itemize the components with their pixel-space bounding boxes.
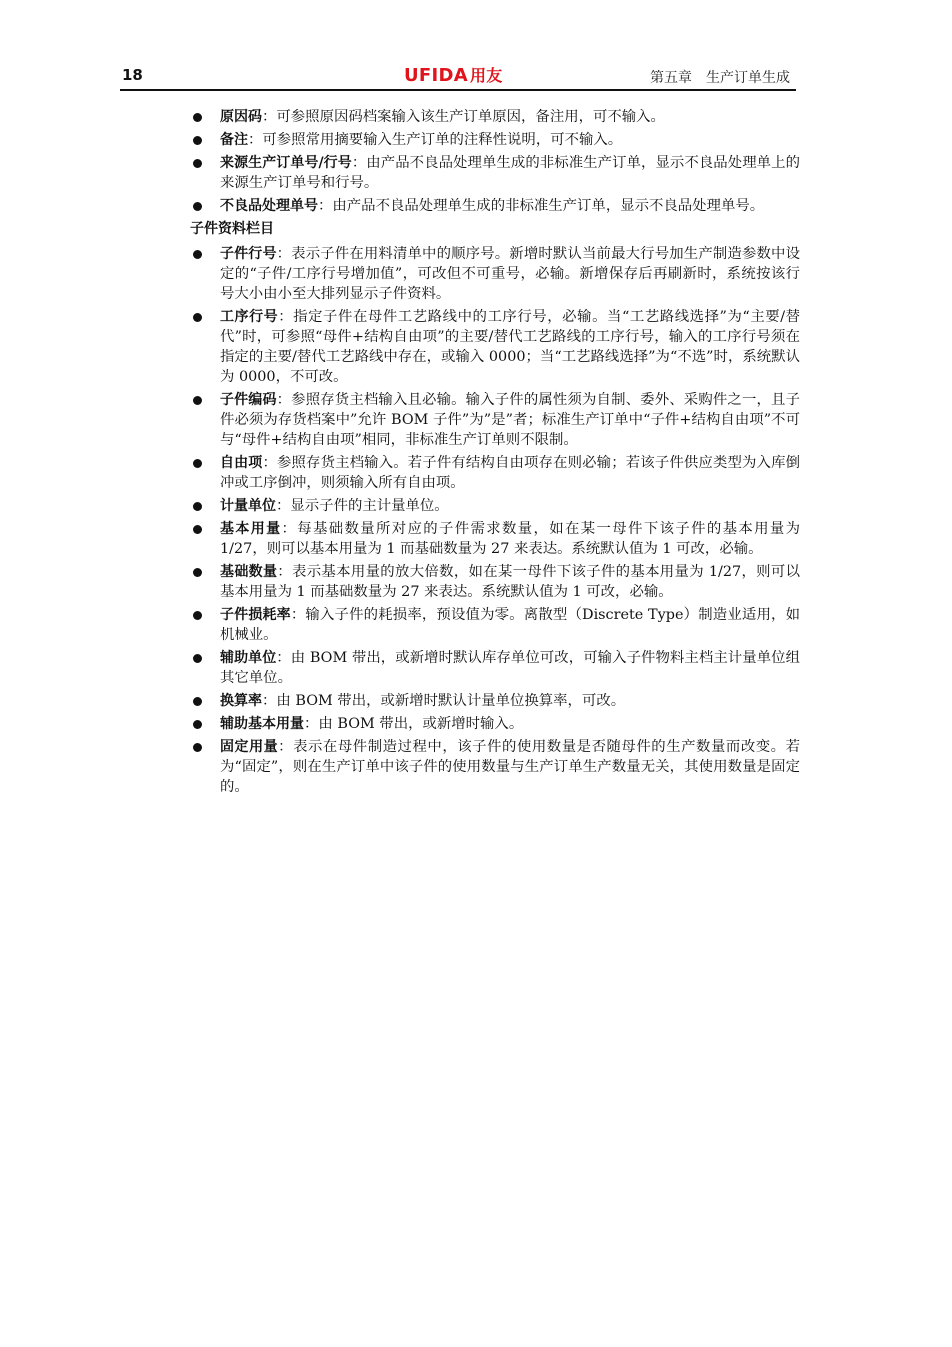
bullet-icon bbox=[193, 697, 202, 706]
item-term: 固定用量 bbox=[220, 739, 279, 755]
item-desc: ：由 BOM 带出，或新增时默认库存单位可改，可输入子件物料主档主计量单位组其它单位。 bbox=[220, 650, 801, 686]
bullet-icon bbox=[193, 136, 202, 145]
bullet-icon bbox=[193, 502, 202, 511]
list-item bbox=[190, 605, 800, 645]
bullet-icon bbox=[193, 313, 202, 322]
item-term: 自由项 bbox=[220, 455, 263, 471]
list-item bbox=[190, 648, 800, 688]
item-term: 基本用量 bbox=[220, 521, 282, 537]
list-item bbox=[190, 691, 800, 711]
list-item bbox=[190, 130, 800, 150]
list-item bbox=[190, 562, 800, 602]
item-desc: ：由 BOM 带出，或新增时输入。 bbox=[304, 716, 524, 732]
item-desc: ：由 BOM 带出，或新增时默认计量单位换算率，可改。 bbox=[262, 693, 626, 709]
item-term: 备注 bbox=[220, 132, 248, 148]
bullet-icon bbox=[193, 720, 202, 729]
list-item bbox=[190, 453, 800, 493]
chapter-title: 第五章 生产订单生成 bbox=[650, 70, 790, 86]
bullet-icon bbox=[193, 459, 202, 468]
bullet-icon bbox=[193, 250, 202, 259]
item-desc: ：可参照原因码档案输入该生产订单原因，备注用，可不输入。 bbox=[262, 109, 665, 125]
page-content bbox=[190, 107, 800, 800]
item-desc: ：由产品不良品处理单生成的非标准生产订单，显示不良品处理单号。 bbox=[318, 198, 765, 214]
list-item bbox=[190, 714, 800, 734]
list-item bbox=[190, 307, 800, 387]
list-item bbox=[190, 737, 800, 797]
item-term: 来源生产订单号/行号 bbox=[220, 155, 352, 171]
item-term: 子件行号 bbox=[220, 246, 277, 262]
list-item bbox=[190, 244, 800, 304]
item-term: 换算率 bbox=[220, 693, 262, 709]
bullet-icon bbox=[193, 159, 202, 168]
list-item bbox=[190, 390, 800, 450]
page-number: 18 bbox=[122, 66, 143, 84]
item-desc: ：每基础数量所对应的子件需求数量，如在某一母件下该子件的基本用量为 1/27，则可以基本用量为 1 而基础数量为 27 来表达。系统默认值为 1 可改，必输。 bbox=[220, 521, 801, 557]
list-item bbox=[190, 496, 800, 516]
component-list bbox=[190, 244, 800, 797]
item-desc: ：表示基本用量的放大倍数，如在某一母件下该子件的基本用量为 1/27，则可以基本用量为 1 而基础数量为 27 来表达。系统默认值为 1 可改，必输。 bbox=[220, 564, 800, 600]
list-item bbox=[190, 107, 800, 127]
item-term: 工序行号 bbox=[220, 309, 279, 325]
item-desc: ：表示子件在用料清单中的顺序号。新增时默认当前最大行号加生产制造参数中设定的“子件/工序行号增加值”，可改但不可重号，必输。新增保存后再刷新时，系统按该行号大小由小至大排列显示子件资料。 bbox=[220, 246, 800, 302]
bullet-icon bbox=[193, 743, 202, 752]
item-term: 辅助单位 bbox=[220, 650, 277, 666]
list-item bbox=[190, 153, 800, 193]
bullet-icon bbox=[193, 525, 202, 534]
list-item bbox=[190, 196, 800, 216]
item-term: 子件编码 bbox=[220, 392, 277, 408]
item-term: 辅助基本用量 bbox=[220, 716, 304, 732]
item-term: 不良品处理单号 bbox=[220, 198, 318, 214]
section-title: 子件资料栏目 bbox=[190, 221, 274, 237]
list-item bbox=[190, 519, 800, 559]
logo-cn-text: 用友 bbox=[469, 66, 503, 85]
item-term: 基础数量 bbox=[220, 564, 278, 580]
item-desc: ：输入子件的耗损率，预设值为零。离散型（Discrete Type）制造业适用，如机械业。 bbox=[220, 607, 800, 643]
bullet-icon bbox=[193, 568, 202, 577]
intro-list bbox=[190, 107, 800, 216]
item-term: 计量单位 bbox=[220, 498, 276, 514]
ufida-logo bbox=[404, 63, 503, 86]
bullet-icon bbox=[193, 396, 202, 405]
bullet-icon bbox=[193, 113, 202, 122]
item-desc: ：由产品不良品处理单生成的非标准生产订单，显示不良品处理单上的来源生产订单号和行号。 bbox=[220, 155, 800, 191]
item-desc: ：可参照常用摘要输入生产订单的注释性说明，可不输入。 bbox=[248, 132, 623, 148]
bullet-icon bbox=[193, 654, 202, 663]
item-term: 原因码 bbox=[220, 109, 262, 125]
page-header bbox=[120, 64, 796, 90]
bullet-icon bbox=[193, 202, 202, 211]
item-desc: ：指定子件在母件工艺路线中的工序行号，必输。当“工艺路线选择”为“主要/替代”时，可参照“母件+结构自由项”的主要/替代工艺路线的工序行号，输入的工序行号须在指定的主要/替代工艺路线中存在，或输入 0000；当“工艺路线选择”为“不选”时，系统默认为 0000，不可改。 bbox=[220, 309, 800, 385]
item-desc: ：显示子件的主计量单位。 bbox=[276, 498, 449, 514]
item-desc: ：表示在母件制造过程中，该子件的使用数量是否随母件的生产数量而改变。若为“固定”，则在生产订单中该子件的使用数量与生产订单生产数量无关，其使用数量是固定的。 bbox=[220, 739, 800, 795]
bullet-icon bbox=[193, 611, 202, 620]
item-term: 子件损耗率 bbox=[220, 607, 291, 623]
logo-text: UFIDA bbox=[404, 65, 468, 86]
item-desc: ：参照存货主档输入且必输。输入子件的属性须为自制、委外、采购件之一，且子件必须为存货档案中”允许 BOM 子件”为”是”者；标准生产订单中“子件+结构自由项”不可与“母件+结构自由项”相同，非标准生产订单则不限制。 bbox=[220, 392, 800, 448]
item-desc: ：参照存货主档输入。若子件有结构自由项存在则必输；若该子件供应类型为入库倒冲或工序倒冲，则须输入所有自由项。 bbox=[220, 455, 800, 491]
header-rule bbox=[120, 89, 796, 91]
